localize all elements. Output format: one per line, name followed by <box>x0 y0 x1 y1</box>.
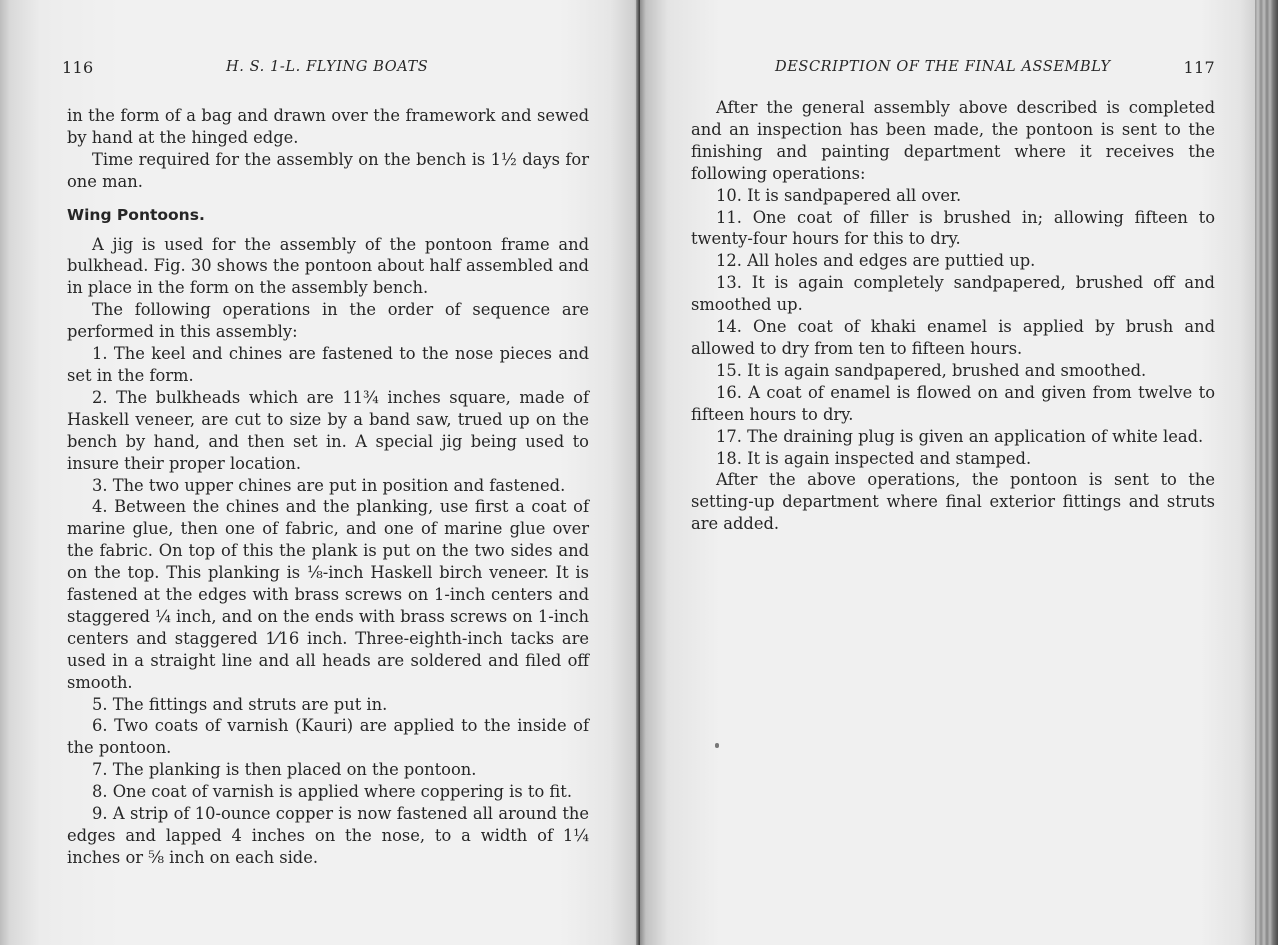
page-number: 117 <box>1183 58 1215 77</box>
list-item: 18. It is again inspected and stamped. <box>716 448 1032 468</box>
list-item: 2. The bulkheads which are 11¾ inches square, made of Haskell veneer, are cut to size by a band saw, trued up on the bench by hand, and then set in. A special jig being used to insure their proper location. <box>67 387 589 473</box>
list-item: 10. It is sandpapered all over. <box>716 185 962 205</box>
paragraph: in the form of a bag and drawn over the framework and sewed by hand at the hinged edge. <box>67 106 589 147</box>
list-item: 14. One coat of khaki enamel is applied by brush and allowed to dry from ten to fifteen hours. <box>691 317 1215 358</box>
list-item: 16. A coat of enamel is flowed on and given from twelve to fifteen hours to dry. <box>691 382 1215 424</box>
list-item: 11. One coat of filler is brushed in; allowing fifteen to twenty-four hours for this to dry. <box>691 207 1215 249</box>
list-item: 15. It is again sandpapered, brushed and smoothed. <box>716 360 1147 380</box>
left-page-body <box>67 105 589 869</box>
list-item: 4. Between the chines and the planking, use first a coat of marine glue, then one of fabric, and one of marine glue over the fabric. On top of this the plank is put on the two sides and on the top. This planking is ⅛-inch Haskell birch veneer. It is fastened at the edges with brass screws on 1-inch centers and staggered ¼ inch, and on the ends with brass screws on 1-inch centers and staggered 1⁄16 inch. Three-eighth-inch tacks are used in a straight line and all heads are soldered and filed off smooth. <box>67 497 589 692</box>
paragraph: After the above operations, the pontoon is sent to the setting-up department where final exterior fittings and struts are added. <box>691 470 1215 534</box>
list-item: 6. Two coats of varnish (Kauri) are applied to the inside of the pontoon. <box>67 716 589 758</box>
list-item: 9. A strip of 10-ounce copper is now fastened all around the edges and lapped 4 inches on the nose, to a width of 1¼ inches or ⅝ inch on each side. <box>67 804 589 867</box>
list-item: 1. The keel and chines are fastened to the nose pieces and set in the form. <box>67 344 589 385</box>
section-heading: Wing Pontoons. <box>67 205 205 224</box>
list-item: 7. The planking is then placed on the pontoon. <box>92 760 477 780</box>
paragraph: After the general assembly above described is completed and an inspection has been made, the pontoon is sent to the finishing and painting department where it receives the following operations: <box>691 98 1215 183</box>
paragraph: A jig is used for the assembly of the pontoon frame and bulkhead. Fig. 30 shows the pontoon about half assembled and in place in the form on the assembly bench. <box>67 234 589 298</box>
right-page-body <box>691 97 1215 535</box>
list-item: 3. The two upper chines are put in position and fastened. <box>92 475 566 495</box>
right-page <box>640 0 1255 945</box>
list-item: 13. It is again completely sandpapered, brushed off and smoothed up. <box>691 273 1215 315</box>
paragraph: The following operations in the order of sequence are performed in this assembly: <box>67 300 589 342</box>
list-item: 8. One coat of varnish is applied where coppering is to fit. <box>92 782 572 802</box>
list-item: 17. The draining plug is given an application of white lead. <box>716 426 1204 446</box>
paragraph: Time required for the assembly on the bench is 1½ days for one man. <box>67 149 589 191</box>
running-head: DESCRIPTION OF THE FINAL ASSEMBLY <box>775 59 1111 75</box>
list-item: 5. The fittings and struts are put in. <box>92 694 388 714</box>
running-head: H. S. 1-L. FLYING BOATS <box>226 59 429 75</box>
page-edges <box>1255 0 1278 945</box>
page-speck <box>715 743 719 748</box>
list-item: 12. All holes and edges are puttied up. <box>716 251 1036 271</box>
page-number: 116 <box>62 58 94 77</box>
